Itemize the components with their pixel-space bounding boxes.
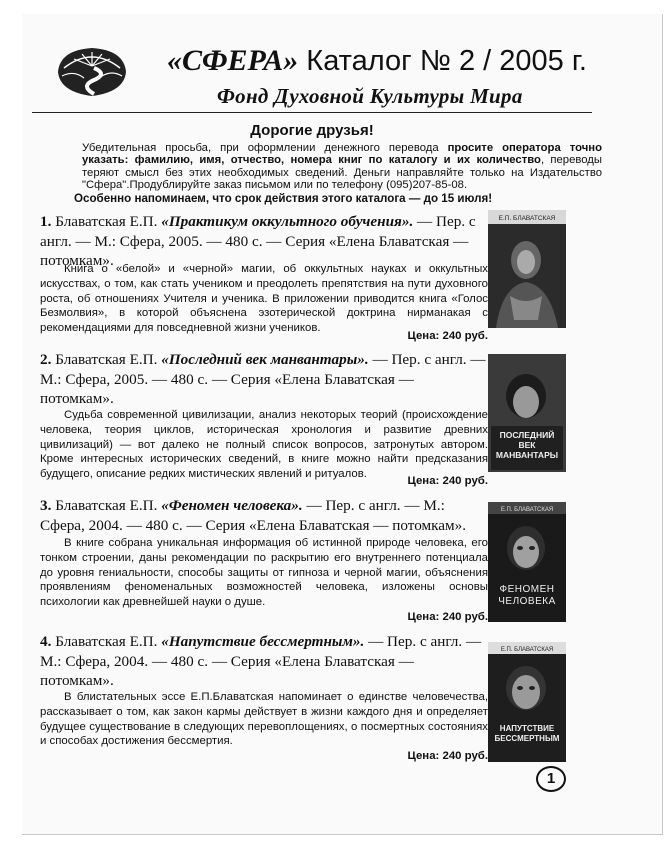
book-entry-2-description: Судьба современной цивилизации, анализ некоторых теорий (происхождение человека, теория циклов, историческая хронология и развитие древних цивилизаций) — вот далеко не полный список вопросов, затронутых автором. Кроме интересных исторических сведений, в книге можно найти предсказания будущего, описание редких мистических явлений и ритуалов. [40,409,488,481]
intro-paragraph [82,142,602,192]
catalog-page [22,14,663,835]
book-entry-1-price-line [40,329,488,344]
page-number: 1 [536,766,566,792]
book-number: 4. [40,633,52,650]
sfera-logo-icon [54,42,130,100]
book-entry-2-price-line [40,474,488,489]
intro-text: Убедительная просьба, при оформлении денежного перевода [82,142,448,154]
cover-title-text: ФЕНОМЕН ЧЕЛОВЕКА [498,584,556,607]
book-details: — Пер. с англ. — М.: Сфера, 2004. — 480 с. — Серия «Елена Блаватская — потомкам». [40,633,482,689]
book-entry-4-price-line [40,749,488,764]
deadline-notice: Особенно напоминаем, что срок действия этого каталога — до 15 июля! [74,192,493,205]
cover-title-text: НАПУТСТВИЕ БЕССМЕРТНЫМ [494,724,560,743]
book-details: — Пер. с англ. — М.: Сфера, 2005. — 480 с. — Серия «Елена Блаватская — потомкам». [40,351,486,407]
greeting-heading: Дорогие друзья! [250,122,374,139]
book-entry-3-price-line [40,610,488,625]
book-entry-3-header [40,496,488,535]
book-author: Блаватская Е.П. [55,633,158,650]
book-author: Блаватская Е.П. [55,351,158,368]
book-entry-3-description: В книге собрана уникальная информация об истинной природе человека, его тонком строении, даны рекомендации по раскрытию его внутреннего потенциала до уровня гениальности, способы защиты от гипноза и черной магии, объяснения проявлениям феноменальных возможностей человека, изложены основы психологии как древнейшей науки о душе. [40,537,488,609]
cover-author-text: Е.П. БЛАВАТСКАЯ [500,507,554,513]
cover-author-text: Е.П. БЛАВАТСКАЯ [498,215,556,222]
book-entry-2-header [40,350,488,409]
book-number: 2. [40,351,52,368]
book-entry-4-description: В блистательных эссе Е.П.Блаватская напоминает о единстве человечества, рассказывает о том, как закон кармы действует в жизни каждого дня и определяет будущее существование в следующих перевоплощениях, о посмертных состояниях и способах достижения бессмертия. [40,691,488,748]
book-number: 3. [40,497,52,514]
intro-bold-text: просите оператора точно указать: фамилию, имя, отчество, номера книг по каталогу и их количество [82,142,602,167]
cover-author-text: Е.П. БЛАВАТСКАЯ [500,647,554,653]
book-price: Цена: 240 руб. [407,611,488,623]
book-author: Блаватская Е.П. [55,213,158,230]
book-details: — Пер. с англ. — М.: Сфера, 2004. — 480 с. — Серия «Елена Блаватская — потомкам». [40,497,467,534]
book-number: 1. [40,213,52,230]
foundation-name: Фонд Духовной Культуры Мира [217,84,523,108]
book-author: Блаватская Е.П. [55,497,158,514]
book-title: «Последний век манвантары». [161,351,369,368]
book-title: «Практикум оккультного обучения». [161,213,414,230]
brand-name: «СФЕРА» [167,44,299,77]
book-cover-4 [488,642,566,762]
book-entry-1-description: Книга о «белой» и «черной» магии, об оккультных науках и оккультных искусствах, о том, как стать учеником и преодолеть препятствия на пути духовного роста, об отношениях Учителя и ученика. В приложении приводится книга «Голос Безмолвия», в которой объяснена эзотерической доктрина нирманакая с рекомендациями для повседневной жизни учеников. [40,263,488,335]
catalog-header [167,44,587,78]
book-title: «Феномен человека». [161,497,303,514]
book-price: Цена: 240 руб. [407,750,488,762]
intro-text-end: , переводы теряют смысл без этих необходимых сведений. Деньги направляйте только на Издательство "Сфера".Продублируйте заказ письмом или по телефону (095)207-85-08. [82,154,602,192]
book-title: «Напутствие бессмертным». [161,633,365,650]
book-cover-3 [488,502,566,622]
book-details: — Пер. с англ. — М.: Сфера, 2005. — 480 с. — Серия «Елена Блаватская — потомкам». [40,213,476,269]
book-cover-1 [488,210,566,328]
book-cover-2 [488,354,566,472]
book-price: Цена: 240 руб. [407,475,488,487]
book-price: Цена: 240 руб. [407,330,488,342]
header-divider [32,112,592,113]
cover-title-text: ПОСЛЕДНИЙ ВЕК МАНВАНТАРЫ [495,430,559,460]
catalog-number: Каталог № 2 / 2005 г. [306,45,587,77]
book-entry-4-header [40,632,488,691]
